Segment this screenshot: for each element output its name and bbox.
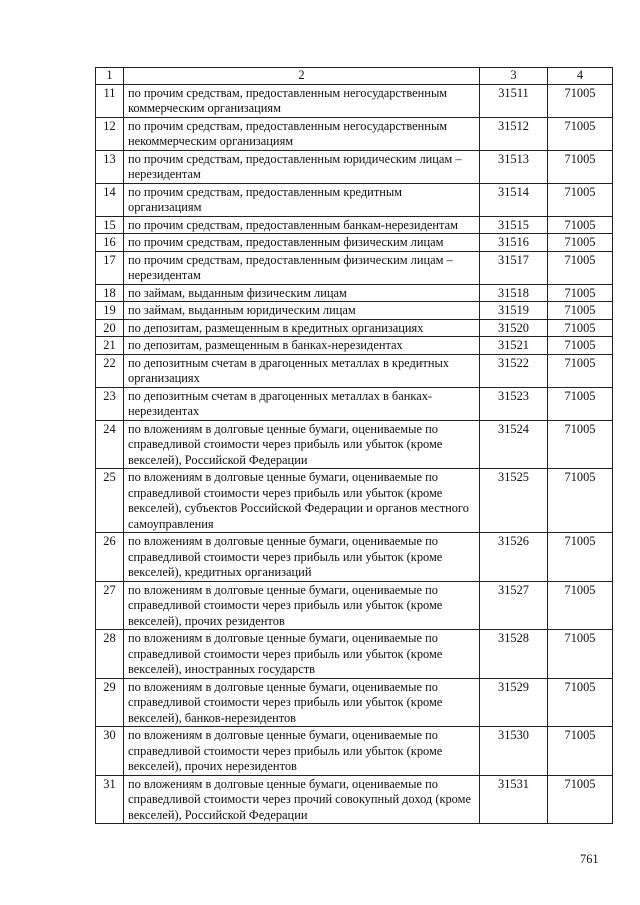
- row-number: 19: [96, 302, 124, 320]
- row-account-code: 31522: [480, 354, 548, 387]
- row-number: 27: [96, 581, 124, 630]
- row-description: по вложениям в долговые ценные бумаги, оцениваемые по справедливой стоимости через прочий совокупный доход (кроме векселей), Российской Федерации: [124, 775, 480, 824]
- row-symbol-code: 71005: [548, 216, 613, 234]
- table-row: [96, 216, 613, 234]
- row-account-code: 31529: [480, 678, 548, 727]
- row-account-code: 31531: [480, 775, 548, 824]
- table-row: [96, 678, 613, 727]
- row-account-code: 31518: [480, 284, 548, 302]
- row-account-code: 31511: [480, 84, 548, 117]
- row-symbol-code: 71005: [548, 117, 613, 150]
- row-symbol-code: 71005: [548, 337, 613, 355]
- table-row: [96, 469, 613, 533]
- row-number: 31: [96, 775, 124, 824]
- row-account-code: 31523: [480, 387, 548, 420]
- row-account-code: 31516: [480, 234, 548, 252]
- row-description: по прочим средствам, предоставленным кредитным организациям: [124, 183, 480, 216]
- row-description: по вложениям в долговые ценные бумаги, оцениваемые по справедливой стоимости через прибыль или убыток (кроме векселей), прочих резидентов: [124, 581, 480, 630]
- column-header-3: 3: [480, 68, 548, 85]
- table-row: [96, 117, 613, 150]
- row-account-code: 31530: [480, 727, 548, 776]
- row-symbol-code: 71005: [548, 183, 613, 216]
- table-body: [96, 84, 613, 824]
- table-row: [96, 581, 613, 630]
- row-number: 17: [96, 251, 124, 284]
- table-row: [96, 183, 613, 216]
- table-row: [96, 84, 613, 117]
- row-description: по депозитам, размещенным в кредитных организациях: [124, 319, 480, 337]
- row-symbol-code: 71005: [548, 387, 613, 420]
- row-symbol-code: 71005: [548, 150, 613, 183]
- table-row: [96, 302, 613, 320]
- row-description: по вложениям в долговые ценные бумаги, оцениваемые по справедливой стоимости через прибыль или убыток (кроме векселей), Российской Федерации: [124, 420, 480, 469]
- table-row: [96, 337, 613, 355]
- row-symbol-code: 71005: [548, 630, 613, 679]
- row-description: по вложениям в долговые ценные бумаги, оцениваемые по справедливой стоимости через прибыль или убыток (кроме векселей), субъектов Российской Федерации и органов местного самоуправления: [124, 469, 480, 533]
- row-number: 28: [96, 630, 124, 679]
- row-description: по прочим средствам, предоставленным банкам-нерезидентам: [124, 216, 480, 234]
- row-account-code: 31525: [480, 469, 548, 533]
- column-header-2: 2: [124, 68, 480, 85]
- row-account-code: 31513: [480, 150, 548, 183]
- row-description: по прочим средствам, предоставленным физическим лицам – нерезидентам: [124, 251, 480, 284]
- row-description: по вложениям в долговые ценные бумаги, оцениваемые по справедливой стоимости через прибыль или убыток (кроме векселей), банков-нерезидентов: [124, 678, 480, 727]
- row-description: по прочим средствам, предоставленным физическим лицам: [124, 234, 480, 252]
- row-symbol-code: 71005: [548, 420, 613, 469]
- page-number: 761: [580, 852, 599, 866]
- row-account-code: 31520: [480, 319, 548, 337]
- row-number: 29: [96, 678, 124, 727]
- table-row: [96, 319, 613, 337]
- row-number: 15: [96, 216, 124, 234]
- row-description: по депозитным счетам в драгоценных металлах в кредитных организациях: [124, 354, 480, 387]
- table-row: [96, 354, 613, 387]
- row-description: по вложениям в долговые ценные бумаги, оцениваемые по справедливой стоимости через прибыль или убыток (кроме векселей), кредитных организаций: [124, 533, 480, 582]
- table-row: [96, 251, 613, 284]
- row-number: 26: [96, 533, 124, 582]
- document-table: [95, 67, 613, 824]
- table-row: [96, 387, 613, 420]
- row-symbol-code: 71005: [548, 678, 613, 727]
- row-description: по прочим средствам, предоставленным негосударственным некоммерческим организациям: [124, 117, 480, 150]
- table-header-row: [96, 68, 613, 85]
- row-account-code: 31517: [480, 251, 548, 284]
- row-account-code: 31528: [480, 630, 548, 679]
- table-row: [96, 533, 613, 582]
- row-symbol-code: 71005: [548, 533, 613, 582]
- table-row: [96, 234, 613, 252]
- row-number: 25: [96, 469, 124, 533]
- row-number: 30: [96, 727, 124, 776]
- row-symbol-code: 71005: [548, 284, 613, 302]
- row-number: 16: [96, 234, 124, 252]
- row-account-code: 31527: [480, 581, 548, 630]
- row-description: по депозитам, размещенным в банках-нерезидентах: [124, 337, 480, 355]
- row-symbol-code: 71005: [548, 469, 613, 533]
- row-number: 22: [96, 354, 124, 387]
- table-row: [96, 775, 613, 824]
- table-row: [96, 630, 613, 679]
- row-number: 18: [96, 284, 124, 302]
- row-number: 11: [96, 84, 124, 117]
- row-symbol-code: 71005: [548, 354, 613, 387]
- row-symbol-code: 71005: [548, 775, 613, 824]
- row-account-code: 31514: [480, 183, 548, 216]
- row-symbol-code: 71005: [548, 727, 613, 776]
- table-row: [96, 420, 613, 469]
- row-description: по вложениям в долговые ценные бумаги, оцениваемые по справедливой стоимости через прибыль или убыток (кроме векселей), прочих нерезидентов: [124, 727, 480, 776]
- row-description: по займам, выданным физическим лицам: [124, 284, 480, 302]
- column-header-1: 1: [96, 68, 124, 85]
- row-account-code: 31519: [480, 302, 548, 320]
- row-account-code: 31521: [480, 337, 548, 355]
- row-description: по займам, выданным юридическим лицам: [124, 302, 480, 320]
- row-account-code: 31524: [480, 420, 548, 469]
- row-symbol-code: 71005: [548, 234, 613, 252]
- row-number: 14: [96, 183, 124, 216]
- row-symbol-code: 71005: [548, 302, 613, 320]
- row-symbol-code: 71005: [548, 319, 613, 337]
- row-number: 21: [96, 337, 124, 355]
- row-description: по вложениям в долговые ценные бумаги, оцениваемые по справедливой стоимости через прибыль или убыток (кроме векселей), иностранных государств: [124, 630, 480, 679]
- row-number: 12: [96, 117, 124, 150]
- column-header-4: 4: [548, 68, 613, 85]
- table-row: [96, 727, 613, 776]
- row-number: 13: [96, 150, 124, 183]
- row-description: по депозитным счетам в драгоценных металлах в банках-нерезидентах: [124, 387, 480, 420]
- row-symbol-code: 71005: [548, 251, 613, 284]
- row-number: 23: [96, 387, 124, 420]
- row-number: 20: [96, 319, 124, 337]
- table-row: [96, 284, 613, 302]
- row-symbol-code: 71005: [548, 84, 613, 117]
- row-description: по прочим средствам, предоставленным юридическим лицам – нерезидентам: [124, 150, 480, 183]
- row-account-code: 31515: [480, 216, 548, 234]
- row-number: 24: [96, 420, 124, 469]
- table-row: [96, 150, 613, 183]
- row-description: по прочим средствам, предоставленным негосударственным коммерческим организациям: [124, 84, 480, 117]
- row-account-code: 31512: [480, 117, 548, 150]
- row-account-code: 31526: [480, 533, 548, 582]
- row-symbol-code: 71005: [548, 581, 613, 630]
